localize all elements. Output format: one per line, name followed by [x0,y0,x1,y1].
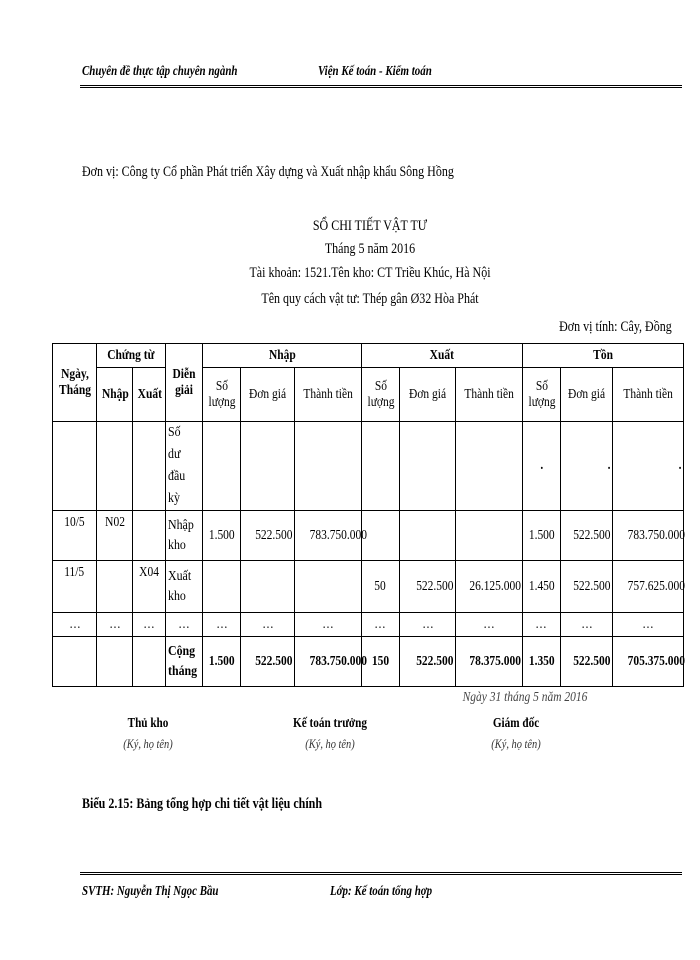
title-account: Tài khoản: 1521.Tên kho: CT Triều Khúc, Hà Nội [249,265,491,281]
header-right: Viện Kế toán - Kiểm toán [318,64,432,79]
footer-rule [80,872,682,875]
footer-right: Lớp: Kế toán tổng hợp [330,884,433,899]
signature-sub: (Ký, họ tên) [491,736,541,751]
col-date-header: Ngày, Tháng [53,344,97,422]
total-row: Cộng tháng 1.500 522.500 783.750.000 150 522.500 78.375.000 1.350 522.500 705.375.000 [53,637,684,687]
col-desc-header: Diễn giải [165,344,202,422]
col-voucher-out-header: Xuất [133,368,165,422]
header-left: Chuyên đề thực tập chuyên ngành [82,64,238,79]
date-line: Ngày 31 tháng 5 năm 2016 [462,690,588,705]
table-row: Số dư đầu kỳ . . . [53,422,684,511]
ledger-table [52,343,684,687]
in-price-header: Đơn giá [241,368,295,422]
signature-director [436,716,596,752]
signature-chief-accountant [250,716,410,752]
col-voucher-in-header: Nhập [97,368,133,422]
out-price-header: Đơn giá [400,368,456,422]
title-unit: Đơn vị tính: Cây, Đồng [559,319,672,335]
signature-title: Giám đốc [492,716,540,731]
header-rule [80,85,682,88]
signature-sub: (Ký, họ tên) [305,736,355,751]
signature-title: Kế toán trưởng [293,716,367,731]
signature-sub: (Ký, họ tên) [123,736,173,751]
header-row-1 [53,344,684,368]
group-in-header: Nhập [202,344,361,368]
table-row: 10/5 N02 Nhập kho 1.500 522.500 783.750.000 1.500 522.500 783.750.000 [53,511,684,561]
in-qty-header: Số lượng [202,368,240,422]
table-row: 11/5 X04 Xuất kho 50 522.500 26.125.000 1.450 522.500 757.625.000 [53,561,684,613]
stock-qty-header: Số lượng [522,368,560,422]
out-qty-header: Số lượng [361,368,399,422]
group-out-header: Xuất [361,344,522,368]
stock-price-header: Đơn giá [561,368,613,422]
stock-amount-header: Thành tiền [613,368,684,422]
footer-left: SVTH: Nguyễn Thị Ngọc Bầu [82,884,219,899]
in-amount-header: Thành tiền [295,368,361,422]
title-month: Tháng 5 năm 2016 [324,241,416,257]
col-voucher-header: Chứng từ [97,344,165,368]
table-caption: Biểu 2.15: Bảng tổng hợp chi tiết vật liệu chính [82,796,323,812]
signature-title: Thủ kho [127,716,169,731]
title-spec: Tên quy cách vật tư: Thép gân Ø32 Hòa Phát [261,291,479,307]
unit-line: Đơn vị: Công ty Cổ phần Phát triển Xây dựng và Xuất nhập khẩu Sông Hồng [82,164,454,180]
header-row-2 [53,368,684,422]
signature-storekeeper [68,716,228,752]
table-row: … … … … … … … … … … … … … [53,613,684,637]
group-stock-header: Tồn [522,344,683,368]
out-amount-header: Thành tiền [456,368,522,422]
page-title: SỔ CHI TIẾT VẬT TƯ [312,218,428,234]
